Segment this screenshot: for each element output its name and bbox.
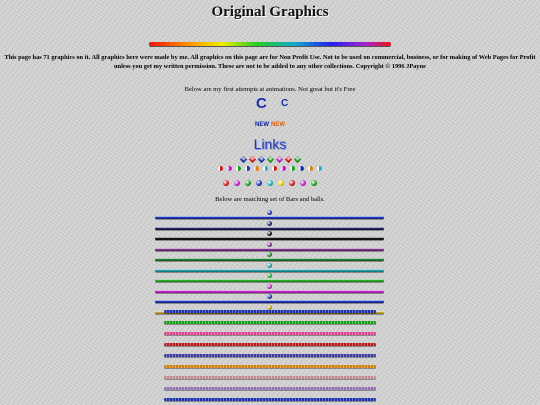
matched-bar [155, 216, 384, 219]
ball-graphic [278, 180, 284, 186]
bars-caption: Below are matching set of Bars and balls. [215, 196, 325, 203]
new-graphic-blue: NEW [255, 122, 269, 128]
matched-bar [155, 290, 384, 293]
matched-bar [155, 258, 384, 261]
matched-ball [267, 305, 272, 310]
tiny-ball-graphic [290, 166, 295, 171]
ball-graphic [289, 180, 295, 186]
ball-graphic [311, 180, 317, 186]
page-title: Original Graphics [211, 4, 329, 20]
diamond-graphic [266, 156, 273, 163]
tiny-ball-graphic [272, 166, 277, 171]
ball-graphic [267, 180, 273, 186]
tiny-ball-graphic [299, 166, 304, 171]
tiny-ball-graphic [263, 166, 268, 171]
graphic-bar [164, 332, 376, 335]
ball-graphic [234, 180, 240, 186]
matched-ball [267, 294, 272, 299]
diamond-graphic [257, 156, 264, 163]
matched-ball [267, 221, 272, 226]
matched-bar [155, 300, 384, 303]
matched-bar [155, 227, 384, 230]
graphic-bar [164, 376, 376, 379]
matched-ball [267, 242, 272, 247]
graphic-bar [164, 398, 376, 401]
tiny-ball-graphic [317, 166, 322, 171]
animations-caption: Below are my first attempts at animations. Not great but it's Free [184, 86, 356, 93]
ball-graphic [223, 180, 229, 186]
ball-graphic [256, 180, 262, 186]
diamond-graphic [248, 156, 255, 163]
graphic-bar [164, 354, 376, 357]
animated-c-graphic: C [256, 95, 267, 112]
diamond-graphic [293, 156, 300, 163]
matched-bar [155, 279, 384, 282]
tiny-ball-graphics-row [0, 166, 540, 171]
graphic-bar [164, 343, 376, 346]
matched-ball [267, 263, 272, 268]
diamond-graphic [275, 156, 282, 163]
links-heading: Links [253, 136, 287, 152]
graphic-bar [164, 387, 376, 390]
matched-bar [155, 269, 384, 272]
tiny-ball-graphic [254, 166, 259, 171]
diamond-graphic [284, 156, 291, 163]
matched-bar [155, 248, 384, 251]
tiny-ball-graphic [227, 166, 232, 171]
tiny-ball-graphic [281, 166, 286, 171]
graphic-bar [164, 310, 376, 313]
diamond-graphic [239, 156, 246, 163]
animated-c-small-graphic: C [281, 98, 289, 109]
matched-ball [267, 252, 272, 257]
tiny-ball-graphic [236, 166, 241, 171]
matched-ball [267, 210, 272, 215]
tiny-ball-graphic [308, 166, 313, 171]
rainbow-divider-bar [149, 42, 391, 46]
matched-ball [267, 273, 272, 278]
new-graphic-orange: NEW [271, 122, 285, 128]
ball-graphics-row [0, 180, 540, 186]
matched-ball [267, 284, 272, 289]
ball-graphic [245, 180, 251, 186]
copyright-notice: This page has 71 graphics on it. All graphics here were made by me. All graphics on this page are for Non Profit Use. Not to be used on commercial, business, or for making of Web Pages for Profit unless you get my written permission. These are not to be added to any other collections. Copyright © 1996 JPayne [4, 54, 536, 70]
ball-graphic [300, 180, 306, 186]
graphic-bar [164, 321, 376, 324]
matched-ball [267, 231, 272, 236]
tiny-ball-graphic [218, 166, 223, 171]
matched-bar [155, 237, 384, 240]
graphic-bar [164, 365, 376, 368]
tiny-ball-graphic [245, 166, 250, 171]
diamond-graphics-row [0, 157, 540, 162]
